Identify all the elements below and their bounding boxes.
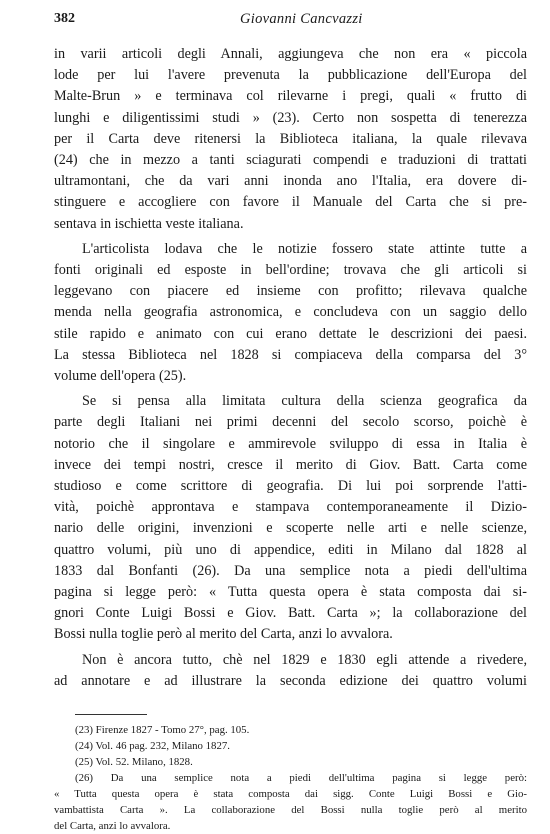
text-line: (24) che in mezzo a tanti sciagurati compendi e traduzioni di trattati: [54, 152, 527, 168]
footnote: del Carta, anzi lo avvalora.: [54, 820, 171, 832]
text-line: studioso e come scrittore di geografia. Di lui poi sorprende l'atti-: [54, 478, 527, 494]
text-line: pagina si legge però: « Tutta questa opera è stata composta dai si-: [54, 584, 527, 600]
text-line: Malte-Brun » e terminava col rilevarne i pregi, quali « frutto di: [54, 88, 527, 105]
page-header: [54, 11, 520, 33]
text-line: ultramontani, che da vari anni inonda ano l'Italia, era dovere di-: [54, 173, 527, 190]
text-line: 1833 dal Bonfanti (26). Da una semplice nota a piedi dell'ultima: [54, 562, 527, 579]
text-line: parte degli Italiani nei primi decenni del secolo scorso, poichè è: [54, 414, 527, 431]
text-line: menda nella geografia astronomica, e concludeva con un saggio dello: [54, 304, 527, 321]
text-line: fonti originali ed esposte in bell'ordine; trovava che gli articoli si: [54, 262, 527, 278]
text-line: vità, poichè approntava e stampava contemporaneamente il Dizio-: [54, 499, 527, 516]
text-line: La stessa Biblioteca nel 1828 si compiaceva della comparsa del 3°: [54, 346, 527, 363]
text-line: lode per lui l'avere prevenuta la pubblicazione dell'Europa del: [54, 67, 527, 84]
text-line: nario delle origini, invenzioni e scoperte nelle arti e nelle scienze,: [54, 520, 527, 537]
footnote: « Tutta questa opera è stata composta dai sigg. Conte Luigi Bossi e Gio-: [54, 788, 527, 800]
footnote: (24) Vol. 46 pag. 232, Milano 1827.: [75, 740, 230, 752]
text-line: L'articolista lodava che le notizie fossero state attinte tutte a: [82, 240, 527, 257]
running-title: Giovanni Cancvazzi: [240, 11, 363, 27]
footnote-divider: [75, 714, 147, 715]
text-line: lunghi e diligentissimi studi » (23). Certo non sospetta di tenerezza: [54, 109, 527, 126]
footnote: (25) Vol. 52. Milano, 1828.: [75, 756, 193, 768]
text-line: Non è ancora tutto, chè nel 1829 e 1830 egli attende a rivedere,: [82, 651, 527, 668]
footnote: (23) Firenze 1827 - Tomo 27°, pag. 105.: [75, 724, 250, 736]
text-line: gnori Conte Luigi Bossi e Giov. Batt. Carta »; la collaborazione del: [54, 605, 527, 622]
text-line: stinguere e accogliere con favore il Manuale del Carta che si pre-: [54, 194, 527, 211]
text-line: in varii articoli degli Annali, aggiungeva che non era « piccola: [54, 46, 527, 62]
text-line: sentava in ischietta veste italiana.: [54, 215, 244, 232]
text-line: Se si pensa alla limitata cultura della scienza geografica da: [82, 393, 527, 410]
text-line: ad annotare e ad illustrare la seconda edizione dei quattro volumi: [54, 672, 527, 689]
footnote: (26) Da una semplice nota a piedi dell'ultima pagina si legge però:: [75, 772, 527, 784]
text-line: per il Carta deve ritenersi la Biblioteca italiana, la quale rilevava: [54, 130, 527, 147]
text-line: stile rapido e animato con cui erano dettate le descrizioni dei paesi.: [54, 325, 527, 342]
footnote: vambattista Carta ». La collaborazione del Bossi nulla toglie però al merito: [54, 804, 527, 816]
page-number: 382: [54, 11, 75, 26]
text-line: Bossi nulla toglie però al merito del Carta, anzi lo avvalora.: [54, 626, 393, 643]
text-line: invece dei tempi nostri, cresce il merito di Giov. Batt. Carta come: [54, 456, 527, 473]
text-line: leggevano con piacere ed insieme con profitto; rilevava qualche: [54, 283, 527, 300]
text-line: volume dell'opera (25).: [54, 368, 187, 384]
text-line: quattro volumi, più uno di appendice, editi in Milano dal 1828 al: [54, 541, 527, 558]
text-line: notorio che il singolare e ammirevole sviluppo di essa in Italia è: [54, 435, 527, 452]
